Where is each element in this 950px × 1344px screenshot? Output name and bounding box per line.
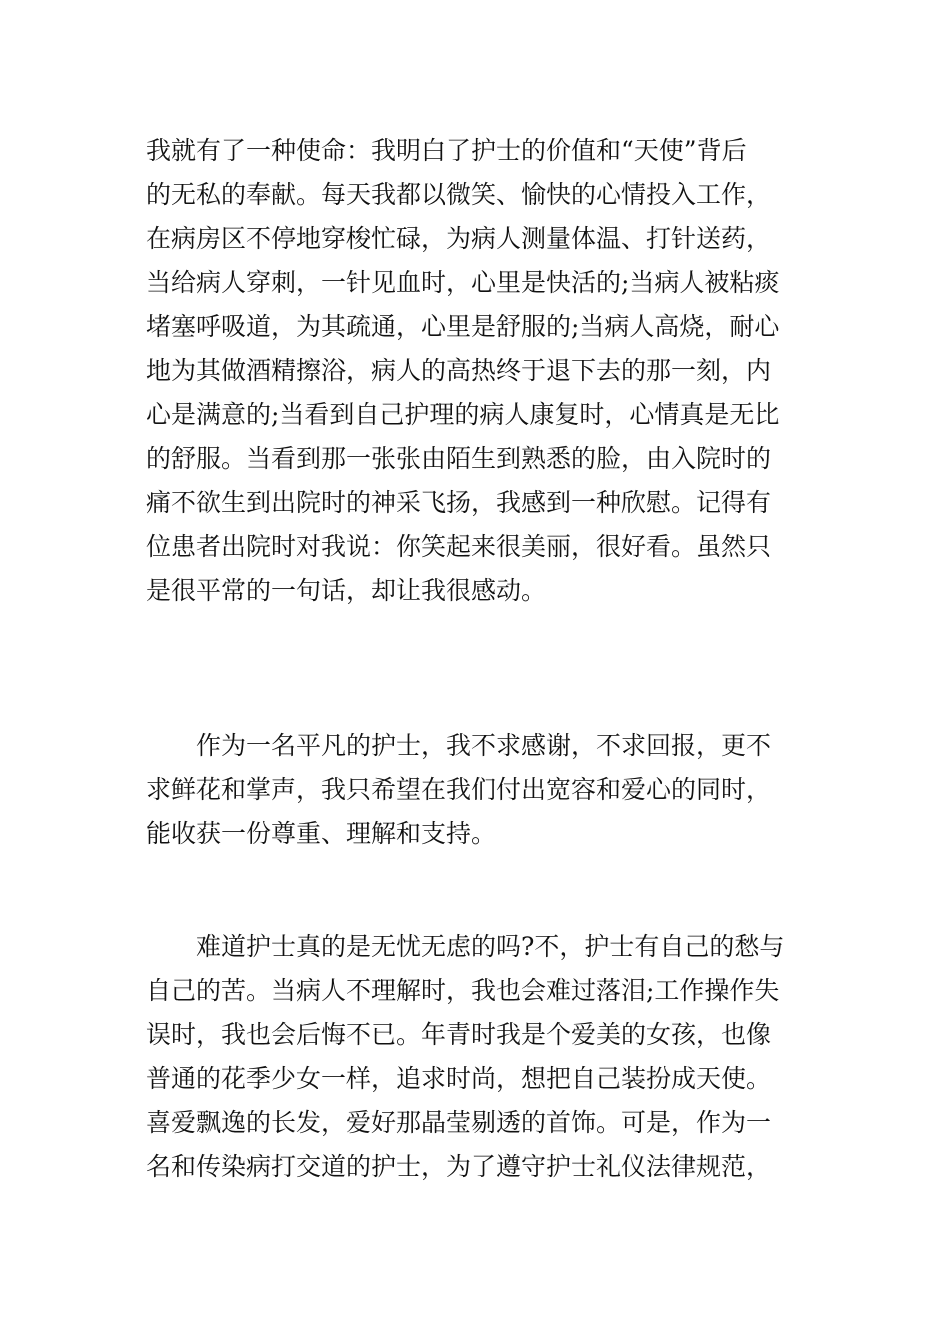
text-line: 作为一名平凡的护士，我不求感谢，不求回报，更不: [146, 731, 772, 760]
text-line: 痛不欲生到出院时的神采飞扬，我感到一种欣慰。记得有: [146, 488, 772, 517]
text-line: 我就有了一种使命：我明白了护士的价值和“天使”背后: [146, 136, 747, 165]
text-line: 求鲜花和掌声，我只希望在我们付出宽容和爱心的同时，: [146, 775, 772, 804]
text-line: 误时，我也会后悔不已。年青时我是个爱美的女孩，也像: [146, 1020, 772, 1049]
text-line: 名和传染病打交道的护士，为了遵守护士礼仪法律规范，: [146, 1152, 772, 1181]
text-line: 心是满意的;当看到自己护理的病人康复时，心情真是无比: [146, 400, 780, 429]
paragraph-3: [146, 925, 826, 1189]
text-line: 的无私的奉献。每天我都以微笑、愉快的心情投入工作，: [146, 180, 772, 209]
text-line: 的舒服。当看到那一张张由陌生到熟悉的脸，由入院时的: [146, 444, 772, 473]
text-line: 是很平常的一句话，却让我很感动。: [146, 576, 547, 605]
text-line: 在病房区不停地穿梭忙碌，为病人测量体温、打针送药，: [146, 224, 772, 253]
paragraph-1: [146, 129, 826, 613]
text-line: 堵塞呼吸道，为其疏通，心里是舒服的;当病人高烧，耐心: [146, 312, 780, 341]
text-line: 普通的花季少女一样，追求时尚，想把自己装扮成天使。: [146, 1064, 772, 1093]
text-line: 自己的苦。当病人不理解时，我也会难过落泪;工作操作失: [146, 976, 780, 1005]
text-line: 位患者出院时对我说：你笑起来很美丽，很好看。虽然只: [146, 532, 772, 561]
text-line: 能收获一份尊重、理解和支持。: [146, 819, 497, 848]
text-line: 当给病人穿刺，一针见血时，心里是快活的;当病人被粘痰: [146, 268, 780, 297]
paragraph-2: [146, 724, 826, 856]
text-line: 难道护士真的是无忧无虑的吗?不，护士有自己的愁与: [146, 932, 785, 961]
text-line: 喜爱飘逸的长发，爱好那晶莹剔透的首饰。可是，作为一: [146, 1108, 772, 1137]
text-line: 地为其做酒精擦浴，病人的高热终于退下去的那一刻，内: [146, 356, 772, 385]
